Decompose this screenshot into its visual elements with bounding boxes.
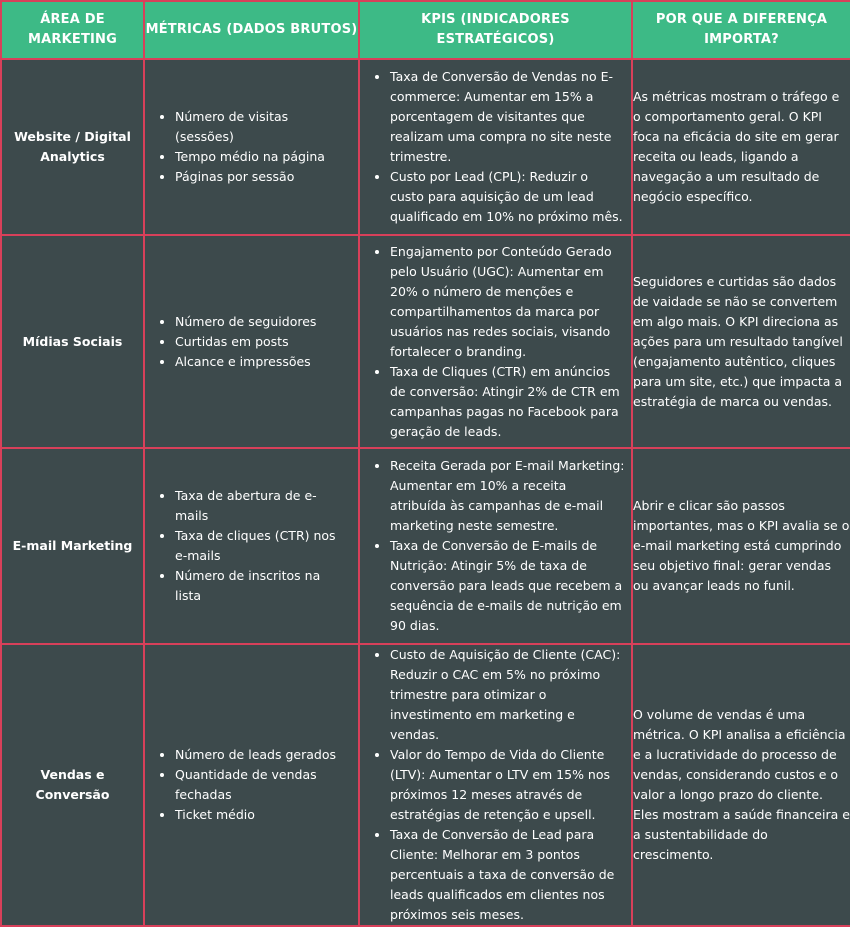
area-cell: Mídias Sociais — [1, 235, 144, 448]
list-item: • Número de seguidores — [175, 312, 348, 332]
kpis-list — [360, 67, 631, 227]
table-row — [1, 235, 850, 448]
metrics-cell — [144, 448, 359, 644]
header-metrics: MÉTRICAS (DADOS BRUTOS) — [144, 1, 359, 59]
reason-cell: Abrir e clicar são passos importantes, mas o KPI avalia se o e-mail marketing está cumprindo seu objetivo final: gerar vendas ou avançar leads no funil. — [632, 448, 850, 644]
list-item: • Número de leads gerados — [175, 745, 348, 765]
list-item: • Custo por Lead (CPL): Reduzir o custo para aquisição de um lead qualificado em 10% no próximo mês. — [390, 167, 625, 227]
list-item: • Taxa de Cliques (CTR) em anúncios de conversão: Atingir 2% de CTR em campanhas pagas no Facebook para geração de leads. — [390, 362, 625, 442]
list-item: • Ticket médio — [175, 805, 348, 825]
kpis-cell — [359, 448, 632, 644]
list-item: • Número de inscritos na lista — [175, 566, 348, 606]
list-item: • Taxa de abertura de e-mails — [175, 486, 348, 526]
list-item: • Páginas por sessão — [175, 167, 348, 187]
table-row — [1, 59, 850, 235]
header-area: ÁREA DE MARKETING — [1, 1, 144, 59]
metrics-list — [145, 107, 358, 187]
area-cell: Website / Digital Analytics — [1, 59, 144, 235]
reason-cell: O volume de vendas é uma métrica. O KPI analisa a eficiência e a lucratividade do processo de vendas, considerando custos e o valor a longo prazo do cliente. Eles mostram a saúde financeira e a sustentabilidade do crescimento. — [632, 644, 850, 926]
list-item: • Taxa de Conversão de Vendas no E-commerce: Aumentar em 15% a porcentagem de visitantes que realizam uma compra no site neste trimestre. — [390, 67, 625, 167]
header-kpis: KPIS (INDICADORES ESTRATÉGICOS) — [359, 1, 632, 59]
metrics-cell — [144, 644, 359, 926]
list-item: • Taxa de Conversão de E-mails de Nutrição: Atingir 5% de taxa de conversão para leads que recebem a sequência de e-mails de nutrição em 90 dias. — [390, 536, 625, 636]
list-item: • Taxa de cliques (CTR) nos e-mails — [175, 526, 348, 566]
list-item: • Engajamento por Conteúdo Gerado pelo Usuário (UGC): Aumentar em 20% o número de menções e compartilhamentos da marca por usuários nas redes sociais, visando fortalecer o branding. — [390, 242, 625, 362]
list-item: • Quantidade de vendas fechadas — [175, 765, 348, 805]
list-item: • Valor do Tempo de Vida do Cliente (LTV): Aumentar o LTV em 15% nos próximos 12 meses através de estratégias de retenção e upsell. — [390, 745, 625, 825]
kpis-list — [360, 645, 631, 925]
metrics-list — [145, 312, 358, 372]
table-row — [1, 644, 850, 926]
table-row — [1, 448, 850, 644]
metrics-cell — [144, 59, 359, 235]
reason-cell: Seguidores e curtidas são dados de vaidade se não se convertem em algo mais. O KPI direciona as ações para um resultado tangível (engajamento autêntico, cliques para um site, etc.) que impacta a estratégia de marca ou vendas. — [632, 235, 850, 448]
metrics-list — [145, 745, 358, 825]
area-cell: Vendas e Conversão — [1, 644, 144, 926]
kpis-cell — [359, 235, 632, 448]
header-why: POR QUE A DIFERENÇA IMPORTA? — [632, 1, 850, 59]
list-item: • Alcance e impressões — [175, 352, 348, 372]
list-item: • Tempo médio na página — [175, 147, 348, 167]
kpis-list — [360, 456, 631, 636]
kpis-cell — [359, 644, 632, 926]
metrics-list — [145, 486, 358, 606]
header-row — [1, 1, 850, 59]
list-item: • Custo de Aquisição de Cliente (CAC): Reduzir o CAC em 5% no próximo trimestre para otimizar o investimento em marketing e vendas. — [390, 645, 625, 745]
list-item: • Taxa de Conversão de Lead para Cliente: Melhorar em 3 pontos percentuais a taxa de conversão de leads qualificados em clientes nos próximos seis meses. — [390, 825, 625, 925]
metrics-cell — [144, 235, 359, 448]
kpis-list — [360, 242, 631, 442]
kpis-cell — [359, 59, 632, 235]
area-cell: E-mail Marketing — [1, 448, 144, 644]
list-item: • Curtidas em posts — [175, 332, 348, 352]
list-item: • Número de visitas (sessões) — [175, 107, 348, 147]
list-item: • Receita Gerada por E-mail Marketing: Aumentar em 10% a receita atribuída às campanhas de e-mail marketing neste semestre. — [390, 456, 625, 536]
reason-cell: As métricas mostram o tráfego e o comportamento geral. O KPI foca na eficácia do site em gerar receita ou leads, ligando a navegação a um resultado de negócio específico. — [632, 59, 850, 235]
